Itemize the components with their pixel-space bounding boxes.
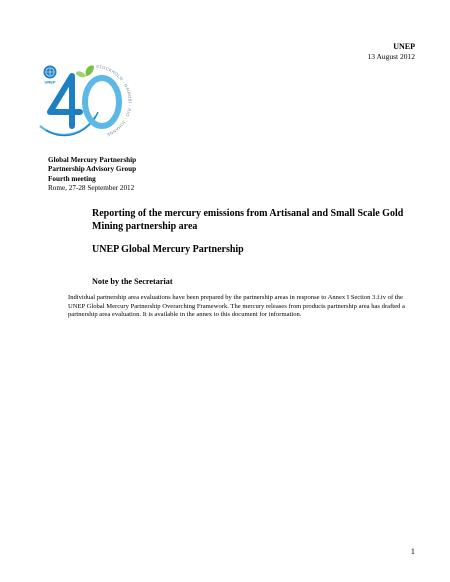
leaf-sprout-icon xyxy=(76,65,94,77)
document-title: Reporting of the mercury emissions from Artisanal and Small Scale Gold Mining partnership area xyxy=(92,208,404,232)
meeting-line-place-date: Rome, 27-28 September 2012 xyxy=(48,183,135,192)
meeting-info xyxy=(48,156,136,193)
document-header xyxy=(367,42,415,62)
logo-ring-text: STOCKHOLM · NAIROBI · RIO · JOHANNE xyxy=(95,63,133,138)
meeting-line-partnership: Global Mercury Partnership xyxy=(48,156,137,164)
meeting-line-group: Partnership Advisory Group xyxy=(48,165,137,174)
body-paragraph: Individual partnership area evaluations have been prepared by the partnership areas in response to Annex I Section 3.f.iv of the UNEP Global Mercury Partnership Overarching Framework. The mercury releases from products partnership area has drafted a partnership area evaluation. It is available in the annex to this document for information. xyxy=(68,294,405,319)
emblem-label: UNEP xyxy=(44,79,56,85)
organization-name: UNEP xyxy=(393,42,415,51)
logo-digit-zero xyxy=(85,78,119,126)
page-number: 1 xyxy=(410,546,415,556)
unep-40-logo xyxy=(36,56,142,142)
document-subtitle: UNEP Global Mercury Partnership xyxy=(92,244,244,255)
note-heading: Note by the Secretariat xyxy=(92,277,173,286)
document-date: 13 August 2012 xyxy=(367,52,415,61)
unep-emblem-icon xyxy=(44,66,57,85)
meeting-line-number: Fourth meeting xyxy=(48,174,96,183)
